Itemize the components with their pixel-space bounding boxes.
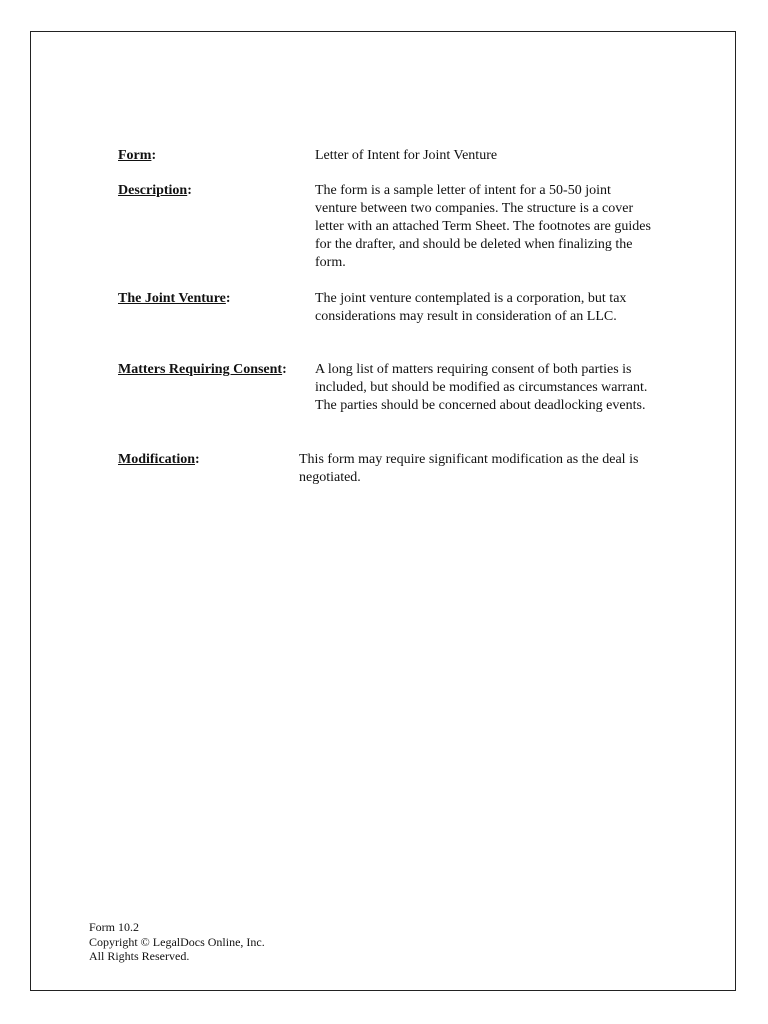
- footer-form-number: Form 10.2: [89, 920, 140, 934]
- modification-label: [118, 451, 200, 469]
- page-border: [30, 31, 736, 991]
- page-footer: [89, 920, 265, 964]
- form-label-colon: :: [151, 148, 157, 163]
- form-label-text: Form: [118, 148, 152, 163]
- joint-venture-label: [118, 290, 231, 308]
- joint-venture-value: The joint venture contemplated is a corporation, but tax considerations may result in consideration of an LLC.: [315, 291, 627, 324]
- matters-requiring-consent-label-text: Matters Requiring Consent: [118, 362, 283, 377]
- joint-venture-label-colon: :: [225, 291, 231, 306]
- modification-label-colon: :: [195, 452, 200, 467]
- description-label-colon: :: [187, 183, 192, 198]
- description-label: [118, 182, 192, 200]
- description-label-text: Description: [118, 183, 188, 198]
- modification-value: This form may require significant modification as the deal is negotiated.: [299, 452, 639, 485]
- matters-requiring-consent-value: A long list of matters requiring consent of both parties is included, but should be modified as circumstances warrant. The parties should be concerned about deadlocking events.: [315, 362, 648, 413]
- joint-venture-label-text: The Joint Venture: [118, 291, 226, 306]
- footer-copyright: Copyright © LegalDocs Online, Inc.: [89, 934, 265, 949]
- footer-rights: All Rights Reserved.: [89, 949, 190, 963]
- matters-requiring-consent-label-colon: :: [282, 362, 287, 377]
- form-label: [118, 147, 156, 165]
- modification-label-text: Modification: [118, 452, 195, 467]
- matters-requiring-consent-label: [118, 361, 287, 379]
- form-value: Letter of Intent for Joint Venture: [315, 148, 498, 163]
- description-value: The form is a sample letter of intent for a 50-50 joint venture between two companies. The structure is a cover letter with an attached Term Sheet. The footnotes are guides for the drafter, and should be deleted when finalizing the form.: [315, 183, 651, 270]
